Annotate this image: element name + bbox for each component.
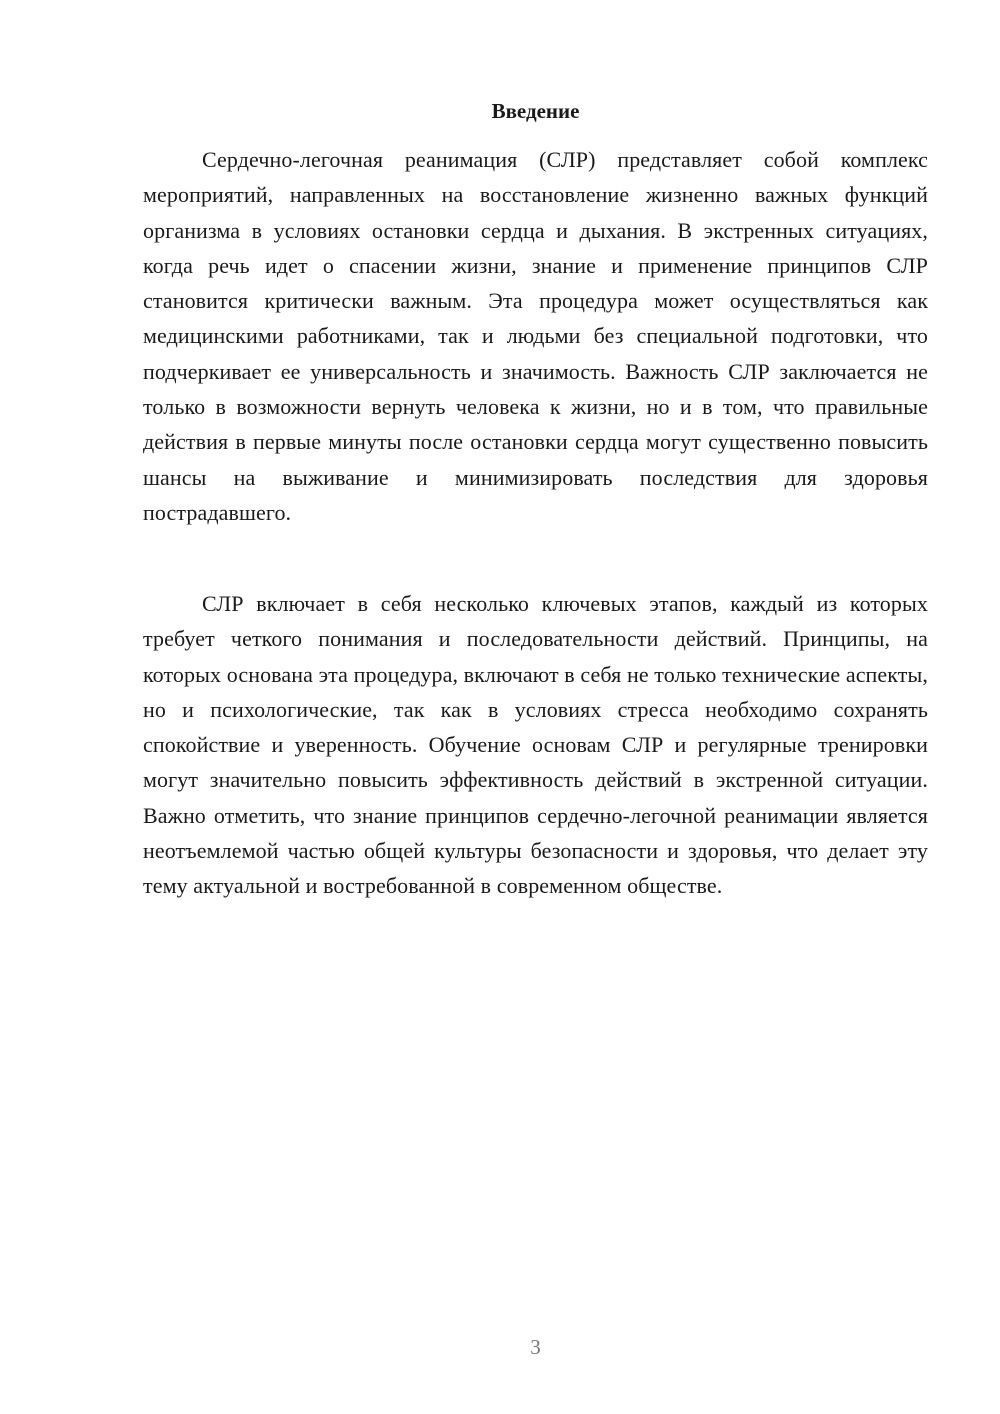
paragraph-intro: Сердечно-легочная реанимация (СЛР) представляет собой комплекс мероприятий, направленных на восстановление жизненно важных функций организма в условиях остановки сердца и дыхания. В экстренных ситуациях, когда речь идет о спасении жизни, знание и применение принципов СЛР становится критически важным. Эта процедура может осуществляться как медицинскими работниками, так и людьми без специальной подготовки, что подчеркивает ее универсальность и значимость. Важность СЛР заключается не только в возможности вернуть человека к жизни, но и в том, что правильные действия в первые минуты после остановки сердца могут существенно повысить шансы на выживание и минимизировать последствия для здоровья пострадавшего. (143, 147, 928, 525)
page-number: 3 (530, 1335, 541, 1359)
section-heading: Введение (491, 99, 580, 123)
paragraph-stages: СЛР включает в себя несколько ключевых этапов, каждый из которых требует четкого понимания и последовательности действий. Принципы, на которых основана эта процедура, включают в себя не только технические аспекты, но и психологические, так как в условиях стресса необходимо сохранять спокойствие и уверенность. Обучение основам СЛР и регулярные тренировки могут значительно повысить эффективность действий в экстренной ситуации. Важно отметить, что знание принципов сердечно-легочной реанимации является неотъемлемой частью общей культуры безопасности и здоровья, что делает эту тему актуальной и востребованной в современном обществе. (143, 591, 928, 899)
